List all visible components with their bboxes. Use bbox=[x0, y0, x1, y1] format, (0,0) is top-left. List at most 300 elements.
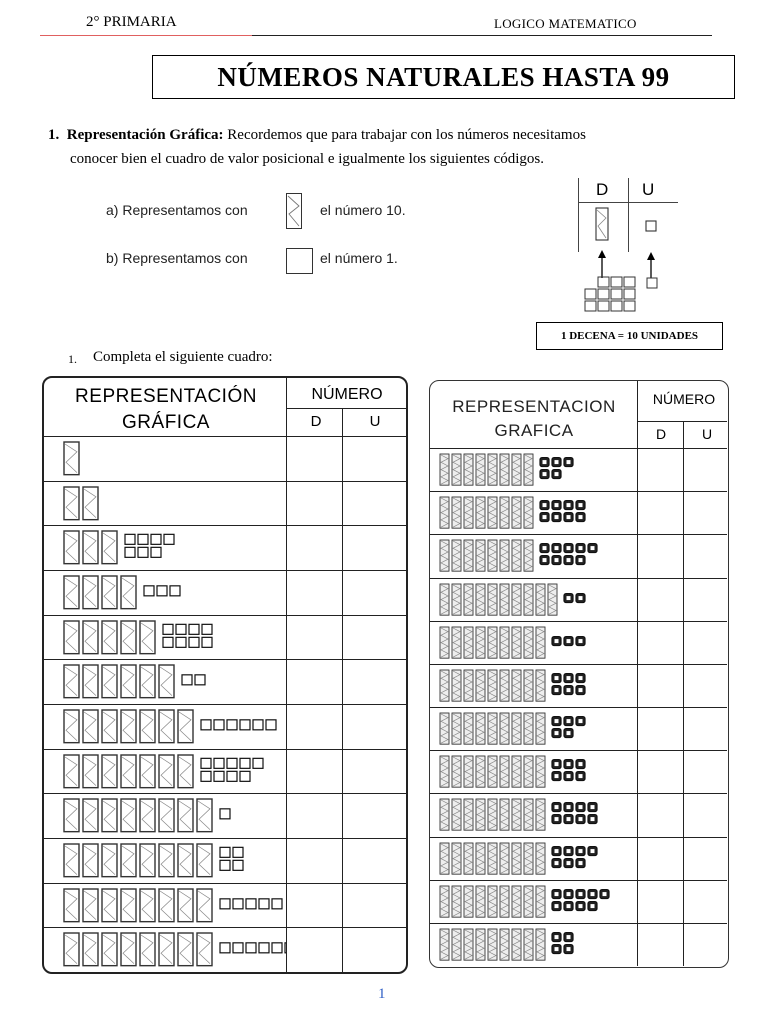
left-header-d: D bbox=[310, 413, 322, 430]
unit-square-center bbox=[567, 947, 571, 951]
answer-cell-d[interactable] bbox=[286, 704, 342, 749]
answer-cell-u[interactable] bbox=[342, 615, 406, 660]
unit-square-icon bbox=[201, 720, 211, 730]
ten-rod-icon bbox=[197, 799, 212, 832]
place-value-d-label: D bbox=[596, 180, 609, 199]
answer-cell-u[interactable] bbox=[683, 837, 727, 880]
unit-square-center bbox=[543, 472, 547, 476]
ten-rod-icon bbox=[64, 933, 79, 966]
unit-square-icon bbox=[202, 637, 212, 647]
ten-rod-hatch bbox=[141, 801, 153, 830]
unit-square-center bbox=[555, 805, 559, 809]
unit-square-center bbox=[543, 546, 547, 550]
ten-rod-hatch bbox=[198, 846, 210, 875]
ten-rod-hatch bbox=[141, 623, 153, 652]
answer-cell-d[interactable] bbox=[286, 615, 342, 660]
left-header-rep-2: GRÁFICA bbox=[122, 412, 210, 433]
answer-cell-u[interactable] bbox=[342, 749, 406, 794]
ten-rod-icon bbox=[197, 933, 212, 966]
answer-cell-u[interactable] bbox=[342, 927, 406, 972]
unit-square-icon bbox=[646, 221, 656, 231]
grade-label: 2° PRIMARIA bbox=[86, 14, 177, 30]
ten-rod-hatch bbox=[122, 801, 134, 830]
unit-square-center bbox=[567, 503, 571, 507]
unit-square-center bbox=[579, 558, 583, 562]
ten-rod-icon bbox=[102, 621, 117, 654]
unit-square-center bbox=[555, 861, 559, 865]
ten-rod-hatch bbox=[103, 712, 115, 741]
unit-square-icon bbox=[157, 586, 167, 596]
ten-rod-icon bbox=[159, 799, 174, 832]
graphic-representation bbox=[434, 880, 637, 923]
unit-square-icon bbox=[240, 771, 250, 781]
answer-cell-u[interactable] bbox=[683, 880, 727, 923]
unit-square-icon bbox=[220, 898, 230, 908]
answer-cell-d[interactable] bbox=[637, 534, 683, 577]
ten-rod-hatch bbox=[65, 712, 77, 741]
ten-rod-icon bbox=[83, 799, 98, 832]
unit-square-center bbox=[555, 719, 559, 723]
ten-rod-hatch bbox=[84, 846, 96, 875]
unit-square-icon bbox=[233, 898, 243, 908]
answer-cell-d[interactable] bbox=[286, 883, 342, 928]
answer-cell-d[interactable] bbox=[286, 838, 342, 883]
ten-rod-icon bbox=[102, 755, 117, 788]
unit-square-icon bbox=[201, 771, 211, 781]
unit-square-icon bbox=[176, 637, 186, 647]
ten-rod-icon bbox=[64, 710, 79, 743]
code-b-text: b) Representamos con bbox=[106, 250, 248, 266]
ten-rod-icon bbox=[140, 710, 155, 743]
ten-rod-hatch bbox=[103, 667, 115, 696]
ten-rod-hatch bbox=[84, 578, 96, 607]
ten-rod-icon bbox=[121, 710, 136, 743]
unit-square-center bbox=[579, 904, 583, 908]
ten-rod-hatch bbox=[141, 712, 153, 741]
unit-square-icon bbox=[182, 675, 192, 685]
ten-rod-hatch bbox=[160, 757, 172, 786]
unit-square-icon bbox=[176, 624, 186, 634]
unit-square-icon bbox=[151, 548, 161, 558]
place-value-u-label: U bbox=[642, 180, 655, 199]
graphic-representation bbox=[434, 621, 637, 664]
right-header-u: U bbox=[701, 426, 713, 442]
code-a-value: el número 10. bbox=[320, 202, 406, 218]
ten-rod-hatch bbox=[122, 891, 134, 920]
section-1-number: 1. bbox=[48, 127, 60, 143]
code-b-value: el número 1. bbox=[320, 250, 398, 266]
ten-rod-hatch bbox=[103, 578, 115, 607]
ten-rod-hatch bbox=[122, 578, 134, 607]
ten-rod-icon bbox=[102, 889, 117, 922]
answer-cell-u[interactable] bbox=[683, 750, 727, 793]
unit-square-center bbox=[579, 546, 583, 550]
ten-rod-icon bbox=[159, 755, 174, 788]
ten-rod-icon bbox=[121, 799, 136, 832]
unit-square-center bbox=[567, 935, 571, 939]
unit-square-center bbox=[555, 731, 559, 735]
ten-rod-icon bbox=[159, 710, 174, 743]
ten-rod-icon bbox=[121, 755, 136, 788]
ten-rod-hatch bbox=[122, 667, 134, 696]
section-1-text-line2: conocer bien el cuadro de valor posicional e igualmente los siguientes códigos. bbox=[70, 151, 545, 167]
graphic-representation bbox=[48, 927, 286, 972]
unit-square-center bbox=[543, 515, 547, 519]
answer-cell-d[interactable] bbox=[637, 837, 683, 880]
ten-rod-hatch bbox=[65, 846, 77, 875]
ten-rod-icon bbox=[178, 844, 193, 877]
graphic-representation bbox=[48, 749, 286, 794]
answer-cell-u[interactable] bbox=[342, 570, 406, 615]
graphic-representation bbox=[434, 793, 637, 836]
ten-rod-icon bbox=[159, 844, 174, 877]
right-header-d: D bbox=[655, 426, 667, 442]
unit-square-center bbox=[555, 460, 559, 464]
unit-square-icon bbox=[220, 943, 230, 953]
ten-rod-hatch bbox=[103, 757, 115, 786]
graphic-representation bbox=[48, 436, 286, 481]
unit-square-center bbox=[555, 892, 559, 896]
unit-square-center bbox=[579, 639, 583, 643]
answer-cell-d[interactable] bbox=[286, 436, 342, 481]
ten-rod-hatch bbox=[160, 667, 172, 696]
unit-square-icon bbox=[163, 624, 173, 634]
answer-cell-d[interactable] bbox=[286, 927, 342, 972]
unit-square-icon bbox=[259, 898, 269, 908]
unit-square-icon bbox=[253, 720, 263, 730]
answer-cell-d[interactable] bbox=[286, 525, 342, 570]
unit-square-icon bbox=[125, 535, 135, 545]
answer-cell-u[interactable] bbox=[342, 883, 406, 928]
unit-square-center bbox=[567, 774, 571, 778]
answer-cell-u[interactable] bbox=[342, 838, 406, 883]
unit-square-center bbox=[555, 817, 559, 821]
ten-rod-icon bbox=[83, 665, 98, 698]
right-exercise-table bbox=[429, 380, 729, 968]
ten-rod-hatch bbox=[141, 846, 153, 875]
graphic-representation bbox=[434, 707, 637, 750]
graphic-representation bbox=[434, 534, 637, 577]
left-header-numero: NÚMERO bbox=[311, 386, 383, 403]
ten-rod-hatch bbox=[65, 757, 77, 786]
left-header-u: U bbox=[369, 413, 381, 430]
ten-rod-icon bbox=[197, 844, 212, 877]
unit-square-icon bbox=[202, 624, 212, 634]
unit-square-center bbox=[567, 817, 571, 821]
unit-square-center bbox=[579, 596, 583, 600]
answer-cell-u[interactable] bbox=[342, 793, 406, 838]
ten-rod-icon bbox=[159, 665, 174, 698]
unit-square-icon bbox=[253, 758, 263, 768]
graphic-representation bbox=[48, 615, 286, 660]
unit-square-icon bbox=[214, 771, 224, 781]
answer-cell-d[interactable] bbox=[637, 707, 683, 750]
unit-square-center bbox=[567, 849, 571, 853]
ten-rod-icon bbox=[178, 710, 193, 743]
ten-rod-icon bbox=[140, 799, 155, 832]
ten-rod-hatch bbox=[198, 935, 210, 964]
answer-cell-u[interactable] bbox=[683, 448, 727, 491]
unit-square-center bbox=[567, 762, 571, 766]
right-header-rep-2: GRAFICA bbox=[494, 421, 574, 440]
unit-square-icon bbox=[220, 847, 230, 857]
unit-square-center bbox=[567, 904, 571, 908]
ten-rod-hatch bbox=[179, 846, 191, 875]
ten-rod-icon bbox=[596, 208, 608, 240]
unit-square-center bbox=[555, 935, 559, 939]
ten-rod-hatch bbox=[179, 935, 191, 964]
ten-rod-icon bbox=[140, 621, 155, 654]
answer-cell-u[interactable] bbox=[683, 491, 727, 534]
unit-square-center bbox=[567, 688, 571, 692]
instruction-text: Completa el siguiente cuadro: bbox=[93, 349, 273, 365]
unit-square-center bbox=[555, 676, 559, 680]
unit-square-center bbox=[591, 849, 595, 853]
answer-cell-u[interactable] bbox=[342, 436, 406, 481]
answer-cell-u[interactable] bbox=[342, 481, 406, 526]
answer-cell-d[interactable] bbox=[637, 621, 683, 664]
unit-square-center bbox=[567, 892, 571, 896]
ten-rod-icon bbox=[140, 665, 155, 698]
ten-rod-hatch bbox=[84, 801, 96, 830]
graphic-representation bbox=[434, 448, 637, 491]
answer-cell-u[interactable] bbox=[683, 664, 727, 707]
ten-rod-hatch bbox=[84, 533, 96, 562]
ten-rod-hatch bbox=[160, 846, 172, 875]
page-title: NÚMEROS NATURALES HASTA 99 bbox=[217, 61, 670, 92]
unit-square-center bbox=[555, 774, 559, 778]
ten-rod-hatch bbox=[103, 846, 115, 875]
unit-square-center bbox=[567, 731, 571, 735]
ten-rod-icon bbox=[102, 576, 117, 609]
unit-square-icon bbox=[220, 860, 230, 870]
ten-rod-hatch bbox=[65, 489, 77, 518]
graphic-representation bbox=[48, 793, 286, 838]
unit-square-icon bbox=[246, 898, 256, 908]
answer-cell-u[interactable] bbox=[683, 621, 727, 664]
unit-square-icon bbox=[220, 809, 230, 819]
unit-square-icon bbox=[240, 720, 250, 730]
answer-cell-u[interactable] bbox=[342, 704, 406, 749]
ten-rod-hatch bbox=[122, 846, 134, 875]
decena-equivalence: 1 DECENA = 10 UNIDADES bbox=[536, 322, 723, 350]
ten-rod-icon bbox=[83, 621, 98, 654]
ten-rod-hatch bbox=[179, 712, 191, 741]
unit-square-center bbox=[591, 904, 595, 908]
unit-square-icon bbox=[233, 943, 243, 953]
ten-rod-hatch bbox=[103, 935, 115, 964]
unit-square-center bbox=[567, 558, 571, 562]
unit-square-center bbox=[591, 805, 595, 809]
answer-cell-d[interactable] bbox=[286, 749, 342, 794]
answer-cell-d[interactable] bbox=[286, 793, 342, 838]
unit-square-center bbox=[579, 503, 583, 507]
ten-rod-icon bbox=[159, 933, 174, 966]
unit-square-icon bbox=[164, 535, 174, 545]
left-header-rep-1: REPRESENTACIÓN bbox=[75, 386, 257, 407]
ten-rod-hatch bbox=[141, 757, 153, 786]
section-1-text-line1: Recordemos que para trabajar con los números necesitamos bbox=[223, 127, 586, 143]
unit-square-icon bbox=[272, 943, 282, 953]
unit-square-center bbox=[567, 719, 571, 723]
ten-rod-hatch bbox=[179, 891, 191, 920]
ten-rod-icon bbox=[102, 799, 117, 832]
answer-cell-d[interactable] bbox=[637, 448, 683, 491]
ten-rod-icon bbox=[178, 889, 193, 922]
unit-square-center bbox=[543, 558, 547, 562]
answer-cell-d[interactable] bbox=[286, 659, 342, 704]
graphic-representation bbox=[434, 578, 637, 621]
ten-rod-icon bbox=[121, 665, 136, 698]
ten-rod-hatch bbox=[198, 801, 210, 830]
ten-rod-hatch bbox=[84, 623, 96, 652]
unit-square-center bbox=[579, 762, 583, 766]
ten-rod-hatch bbox=[141, 891, 153, 920]
ten-rod-hatch bbox=[84, 757, 96, 786]
ten-rod-hatch bbox=[122, 623, 134, 652]
ten-rod-icon bbox=[64, 576, 79, 609]
unit-square-center bbox=[555, 947, 559, 951]
ten-rod-hatch bbox=[103, 891, 115, 920]
answer-cell-u[interactable] bbox=[683, 578, 727, 621]
graphic-representation bbox=[434, 837, 637, 880]
answer-cell-d[interactable] bbox=[637, 880, 683, 923]
ten-rod-hatch bbox=[65, 444, 77, 473]
unit-square-center bbox=[591, 817, 595, 821]
right-header-numero: NÚMERO bbox=[652, 391, 716, 407]
ten-rod-icon bbox=[178, 755, 193, 788]
unit-square-icon bbox=[246, 943, 256, 953]
ten-rod-hatch bbox=[122, 757, 134, 786]
graphic-representation bbox=[48, 659, 286, 704]
ten-rod-hatch bbox=[65, 533, 77, 562]
answer-cell-d[interactable] bbox=[637, 793, 683, 836]
ten-rod-icon bbox=[286, 193, 302, 229]
header-rule-accent bbox=[40, 35, 252, 36]
answer-cell-u[interactable] bbox=[342, 525, 406, 570]
ten-rod-hatch bbox=[103, 623, 115, 652]
unit-square-center bbox=[579, 849, 583, 853]
answer-cell-d[interactable] bbox=[286, 481, 342, 526]
ten-rod-hatch bbox=[198, 891, 210, 920]
answer-cell-d[interactable] bbox=[637, 750, 683, 793]
ten-rod-icon bbox=[64, 889, 79, 922]
answer-cell-u[interactable] bbox=[683, 793, 727, 836]
ten-rod-hatch bbox=[65, 801, 77, 830]
unit-square-center bbox=[555, 904, 559, 908]
unit-square-icon bbox=[189, 624, 199, 634]
unit-square-center bbox=[543, 460, 547, 464]
ten-rod-icon bbox=[64, 844, 79, 877]
answer-cell-d[interactable] bbox=[637, 578, 683, 621]
unit-square-icon bbox=[227, 758, 237, 768]
unit-square-center bbox=[579, 805, 583, 809]
ten-rod-icon bbox=[64, 799, 79, 832]
ten-rod-icon bbox=[178, 933, 193, 966]
ten-rod-hatch bbox=[65, 891, 77, 920]
instruction-number: 1. bbox=[68, 352, 77, 366]
ten-rod-hatch bbox=[103, 801, 115, 830]
unit-square-center bbox=[579, 861, 583, 865]
section-1-heading: Representación Gráfica: bbox=[66, 127, 224, 143]
unit-square-icon bbox=[144, 586, 154, 596]
page-number: 1 bbox=[378, 986, 386, 1002]
ten-rod-hatch bbox=[84, 712, 96, 741]
unit-square-icon bbox=[163, 637, 173, 647]
unit-square-icon bbox=[170, 586, 180, 596]
unit-square-center bbox=[567, 639, 571, 643]
ten-rod-hatch bbox=[84, 935, 96, 964]
ten-rod-icon bbox=[83, 710, 98, 743]
graphic-representation bbox=[48, 883, 286, 928]
unit-square-center bbox=[555, 503, 559, 507]
header-subdivider bbox=[637, 421, 727, 422]
unit-square-center bbox=[579, 817, 583, 821]
ten-rod-icon bbox=[140, 933, 155, 966]
answer-cell-d[interactable] bbox=[637, 664, 683, 707]
unit-square-center bbox=[555, 546, 559, 550]
ten-rod-icon bbox=[64, 531, 79, 564]
unit-square-icon bbox=[647, 278, 657, 288]
answer-cell-u[interactable] bbox=[683, 923, 727, 966]
unit-square-icon bbox=[138, 535, 148, 545]
answer-cell-u[interactable] bbox=[683, 534, 727, 577]
unit-square-icon bbox=[151, 535, 161, 545]
subject-label: LOGICO MATEMATICO bbox=[494, 16, 637, 31]
ten-rod-icon bbox=[102, 665, 117, 698]
answer-cell-u[interactable] bbox=[342, 659, 406, 704]
ten-units-group bbox=[585, 277, 635, 311]
ten-rod-hatch bbox=[65, 623, 77, 652]
unit-square-center bbox=[567, 861, 571, 865]
unit-square-center bbox=[579, 688, 583, 692]
unit-square-center bbox=[567, 546, 571, 550]
ten-rod-icon bbox=[64, 621, 79, 654]
graphic-representation bbox=[434, 664, 637, 707]
ten-rod-icon bbox=[178, 799, 193, 832]
answer-cell-d[interactable] bbox=[286, 570, 342, 615]
unit-square-center bbox=[555, 849, 559, 853]
answer-cell-u[interactable] bbox=[683, 707, 727, 750]
ten-rod-icon bbox=[64, 442, 79, 475]
unit-square-center bbox=[567, 515, 571, 519]
ten-rod-icon bbox=[102, 933, 117, 966]
unit-square-center bbox=[603, 892, 607, 896]
ten-rod-icon bbox=[83, 844, 98, 877]
graphic-representation bbox=[48, 481, 286, 526]
unit-square-center bbox=[579, 774, 583, 778]
graphic-representation bbox=[434, 750, 637, 793]
answer-cell-d[interactable] bbox=[637, 923, 683, 966]
unit-square-icon bbox=[201, 758, 211, 768]
ten-rod-icon bbox=[64, 755, 79, 788]
ten-rod-icon bbox=[83, 531, 98, 564]
ten-rod-hatch bbox=[84, 667, 96, 696]
unit-square-center bbox=[543, 503, 547, 507]
unit-square-center bbox=[555, 688, 559, 692]
answer-cell-d[interactable] bbox=[637, 491, 683, 534]
unit-square-center bbox=[567, 676, 571, 680]
unit-square-icon bbox=[125, 548, 135, 558]
ten-rod-icon bbox=[121, 844, 136, 877]
unit-square-center bbox=[579, 515, 583, 519]
unit-square-icon bbox=[233, 847, 243, 857]
ten-rod-hatch bbox=[122, 712, 134, 741]
ten-rod-icon bbox=[121, 889, 136, 922]
graphic-representation bbox=[48, 525, 286, 570]
ten-rod-icon bbox=[102, 844, 117, 877]
unit-square-icon bbox=[214, 758, 224, 768]
